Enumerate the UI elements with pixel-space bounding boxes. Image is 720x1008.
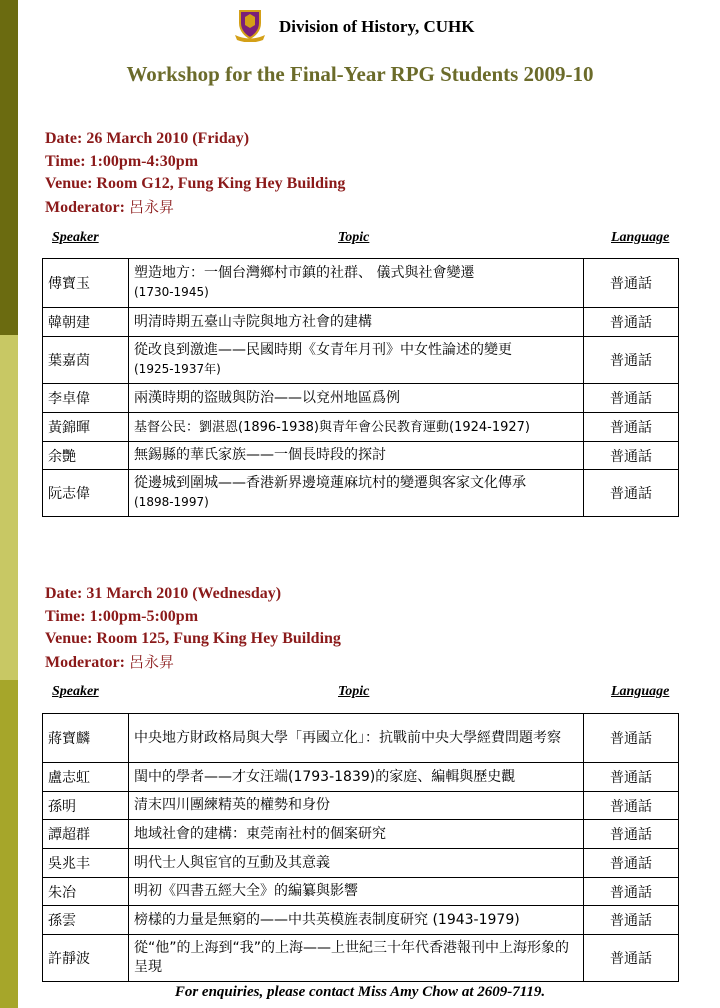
topic-cell <box>129 259 584 308</box>
session1-moderator-label: Moderator: <box>45 198 129 216</box>
table-row <box>43 906 679 935</box>
table-row <box>43 442 679 470</box>
language-cell: 普通話 <box>584 906 679 935</box>
speaker-cell: 余艷 <box>43 442 129 470</box>
table-row <box>43 849 679 878</box>
topic-cell: 地域社會的建構：東莞南社村的個案研究 <box>129 820 584 849</box>
topic-text: 塑造地方：一個台灣鄉村市鎮的社群、 儀式與社會變遷 <box>134 265 475 281</box>
page-header <box>0 8 720 44</box>
table-row <box>43 337 679 384</box>
decorative-band-bottom <box>0 680 18 1008</box>
enquiry-footer: For enquiries, please contact Miss Amy Chow at 2609-7119. <box>174 984 546 1000</box>
session1-speaker-heading: Speaker <box>52 230 99 245</box>
language-cell: 普通話 <box>584 714 679 763</box>
speaker-cell: 孫雲 <box>43 906 129 935</box>
speaker-cell: 黃錦暉 <box>43 413 129 442</box>
topic-cell: 閨中的學者——才女汪端(1793-1839)的家庭、編輯與歷史觀 <box>129 763 584 792</box>
topic-cell: 榜樣的力量是無窮的——中共英模旌表制度研究 (1943-1979) <box>129 906 584 935</box>
language-cell: 普通話 <box>584 413 679 442</box>
speaker-cell: 吳兆丰 <box>43 849 129 878</box>
topic-cell: 中央地方財政格局與大學「再國立化」：抗戰前中央大學經費問題考察 <box>129 714 584 763</box>
language-cell: 普通話 <box>584 820 679 849</box>
table-row <box>43 820 679 849</box>
session1-moderator-name: 呂永昇 <box>128 197 174 216</box>
topic-years: (1925-1937年) <box>134 362 221 376</box>
session2-info <box>45 583 341 674</box>
topic-cell: 無錫縣的華氏家族——一個長時段的探討 <box>129 442 584 470</box>
table-row <box>43 792 679 820</box>
table-row <box>43 470 679 517</box>
session1-date: Date: 26 March 2010 (Friday) <box>45 130 250 147</box>
session1-schedule-table <box>42 258 679 517</box>
table-row <box>43 935 679 982</box>
speaker-cell: 盧志虹 <box>43 763 129 792</box>
session1-moderator <box>45 196 345 220</box>
cuhk-crest-icon <box>233 8 267 42</box>
session1-language-heading: Language <box>611 230 670 245</box>
language-cell: 普通話 <box>584 442 679 470</box>
session1-topic-heading: Topic <box>338 230 370 245</box>
decorative-band-middle <box>0 335 18 680</box>
language-cell: 普通話 <box>584 763 679 792</box>
session2-venue: Venue: Room 125, Fung King Hey Building <box>45 630 341 647</box>
topic-cell: 兩漢時期的盜賊與防治——以兗州地區爲例 <box>129 384 584 413</box>
session1-venue: Venue: Room G12, Fung King Hey Building <box>45 175 346 192</box>
table-row <box>43 384 679 413</box>
session2-schedule-table <box>42 713 679 982</box>
language-cell: 普通話 <box>584 849 679 878</box>
topic-years: (1898-1997) <box>134 495 209 509</box>
language-cell: 普通話 <box>584 308 679 337</box>
language-cell: 普通話 <box>584 259 679 308</box>
session2-language-heading: Language <box>611 684 670 699</box>
session2-moderator-name: 呂永昇 <box>128 652 174 671</box>
speaker-cell: 許靜波 <box>43 935 129 982</box>
language-cell: 普通話 <box>584 935 679 982</box>
topic-years: (1730-1945) <box>134 285 209 299</box>
language-cell: 普通話 <box>584 470 679 517</box>
language-cell: 普通話 <box>584 337 679 384</box>
session2-speaker-heading: Speaker <box>52 684 99 699</box>
topic-cell: 基督公民：劉湛恩(1896-1938)與青年會公民教育運動(1924-1927) <box>129 413 584 442</box>
division-title: Division of History, CUHK <box>279 17 475 36</box>
topic-cell: 清末四川團練精英的權勢和身份 <box>129 792 584 820</box>
table-row <box>43 308 679 337</box>
speaker-cell: 傅寶玉 <box>43 259 129 308</box>
session2-moderator <box>45 651 341 675</box>
language-cell: 普通話 <box>584 792 679 820</box>
speaker-cell: 李卓偉 <box>43 384 129 413</box>
table-row <box>43 714 679 763</box>
topic-cell: 明代士人與宦官的互動及其意義 <box>129 849 584 878</box>
topic-cell <box>129 470 584 517</box>
speaker-cell: 蔣寶麟 <box>43 714 129 763</box>
topic-text: 從改良到激進——民國時期《女青年月刊》中女性論述的變更 <box>134 342 512 358</box>
speaker-cell: 韓朝建 <box>43 308 129 337</box>
workshop-title: Workshop for the Final-Year RPG Students 2009-10 <box>126 62 594 86</box>
topic-cell: 明清時期五臺山寺院與地方社會的建構 <box>129 308 584 337</box>
session2-moderator-label: Moderator: <box>45 653 129 671</box>
session2-date: Date: 31 March 2010 (Wednesday) <box>45 585 282 602</box>
topic-cell: 明初《四書五經大全》的編纂與影響 <box>129 878 584 906</box>
table-row <box>43 259 679 308</box>
topic-text: 從邊城到圍城——香港新界邊境蓮麻坑村的變遷與客家文化傳承 <box>134 475 526 491</box>
language-cell: 普通話 <box>584 384 679 413</box>
session2-time: Time: 1:00pm-5:00pm <box>45 607 199 625</box>
language-cell: 普通話 <box>584 878 679 906</box>
session1-time: Time: 1:00pm-4:30pm <box>45 152 199 170</box>
speaker-cell: 譚超群 <box>43 820 129 849</box>
session1-info <box>45 128 345 219</box>
table-row <box>43 878 679 906</box>
topic-cell <box>129 337 584 384</box>
table-row <box>43 763 679 792</box>
speaker-cell: 葉嘉茵 <box>43 337 129 384</box>
speaker-cell: 阮志偉 <box>43 470 129 517</box>
session2-topic-heading: Topic <box>338 684 370 699</box>
speaker-cell: 孫明 <box>43 792 129 820</box>
decorative-band-top <box>0 0 18 335</box>
speaker-cell: 朱冶 <box>43 878 129 906</box>
table-row <box>43 413 679 442</box>
topic-cell: 從“他”的上海到“我”的上海——上世紀三十年代香港報刊中上海形象的呈現 <box>129 935 584 982</box>
